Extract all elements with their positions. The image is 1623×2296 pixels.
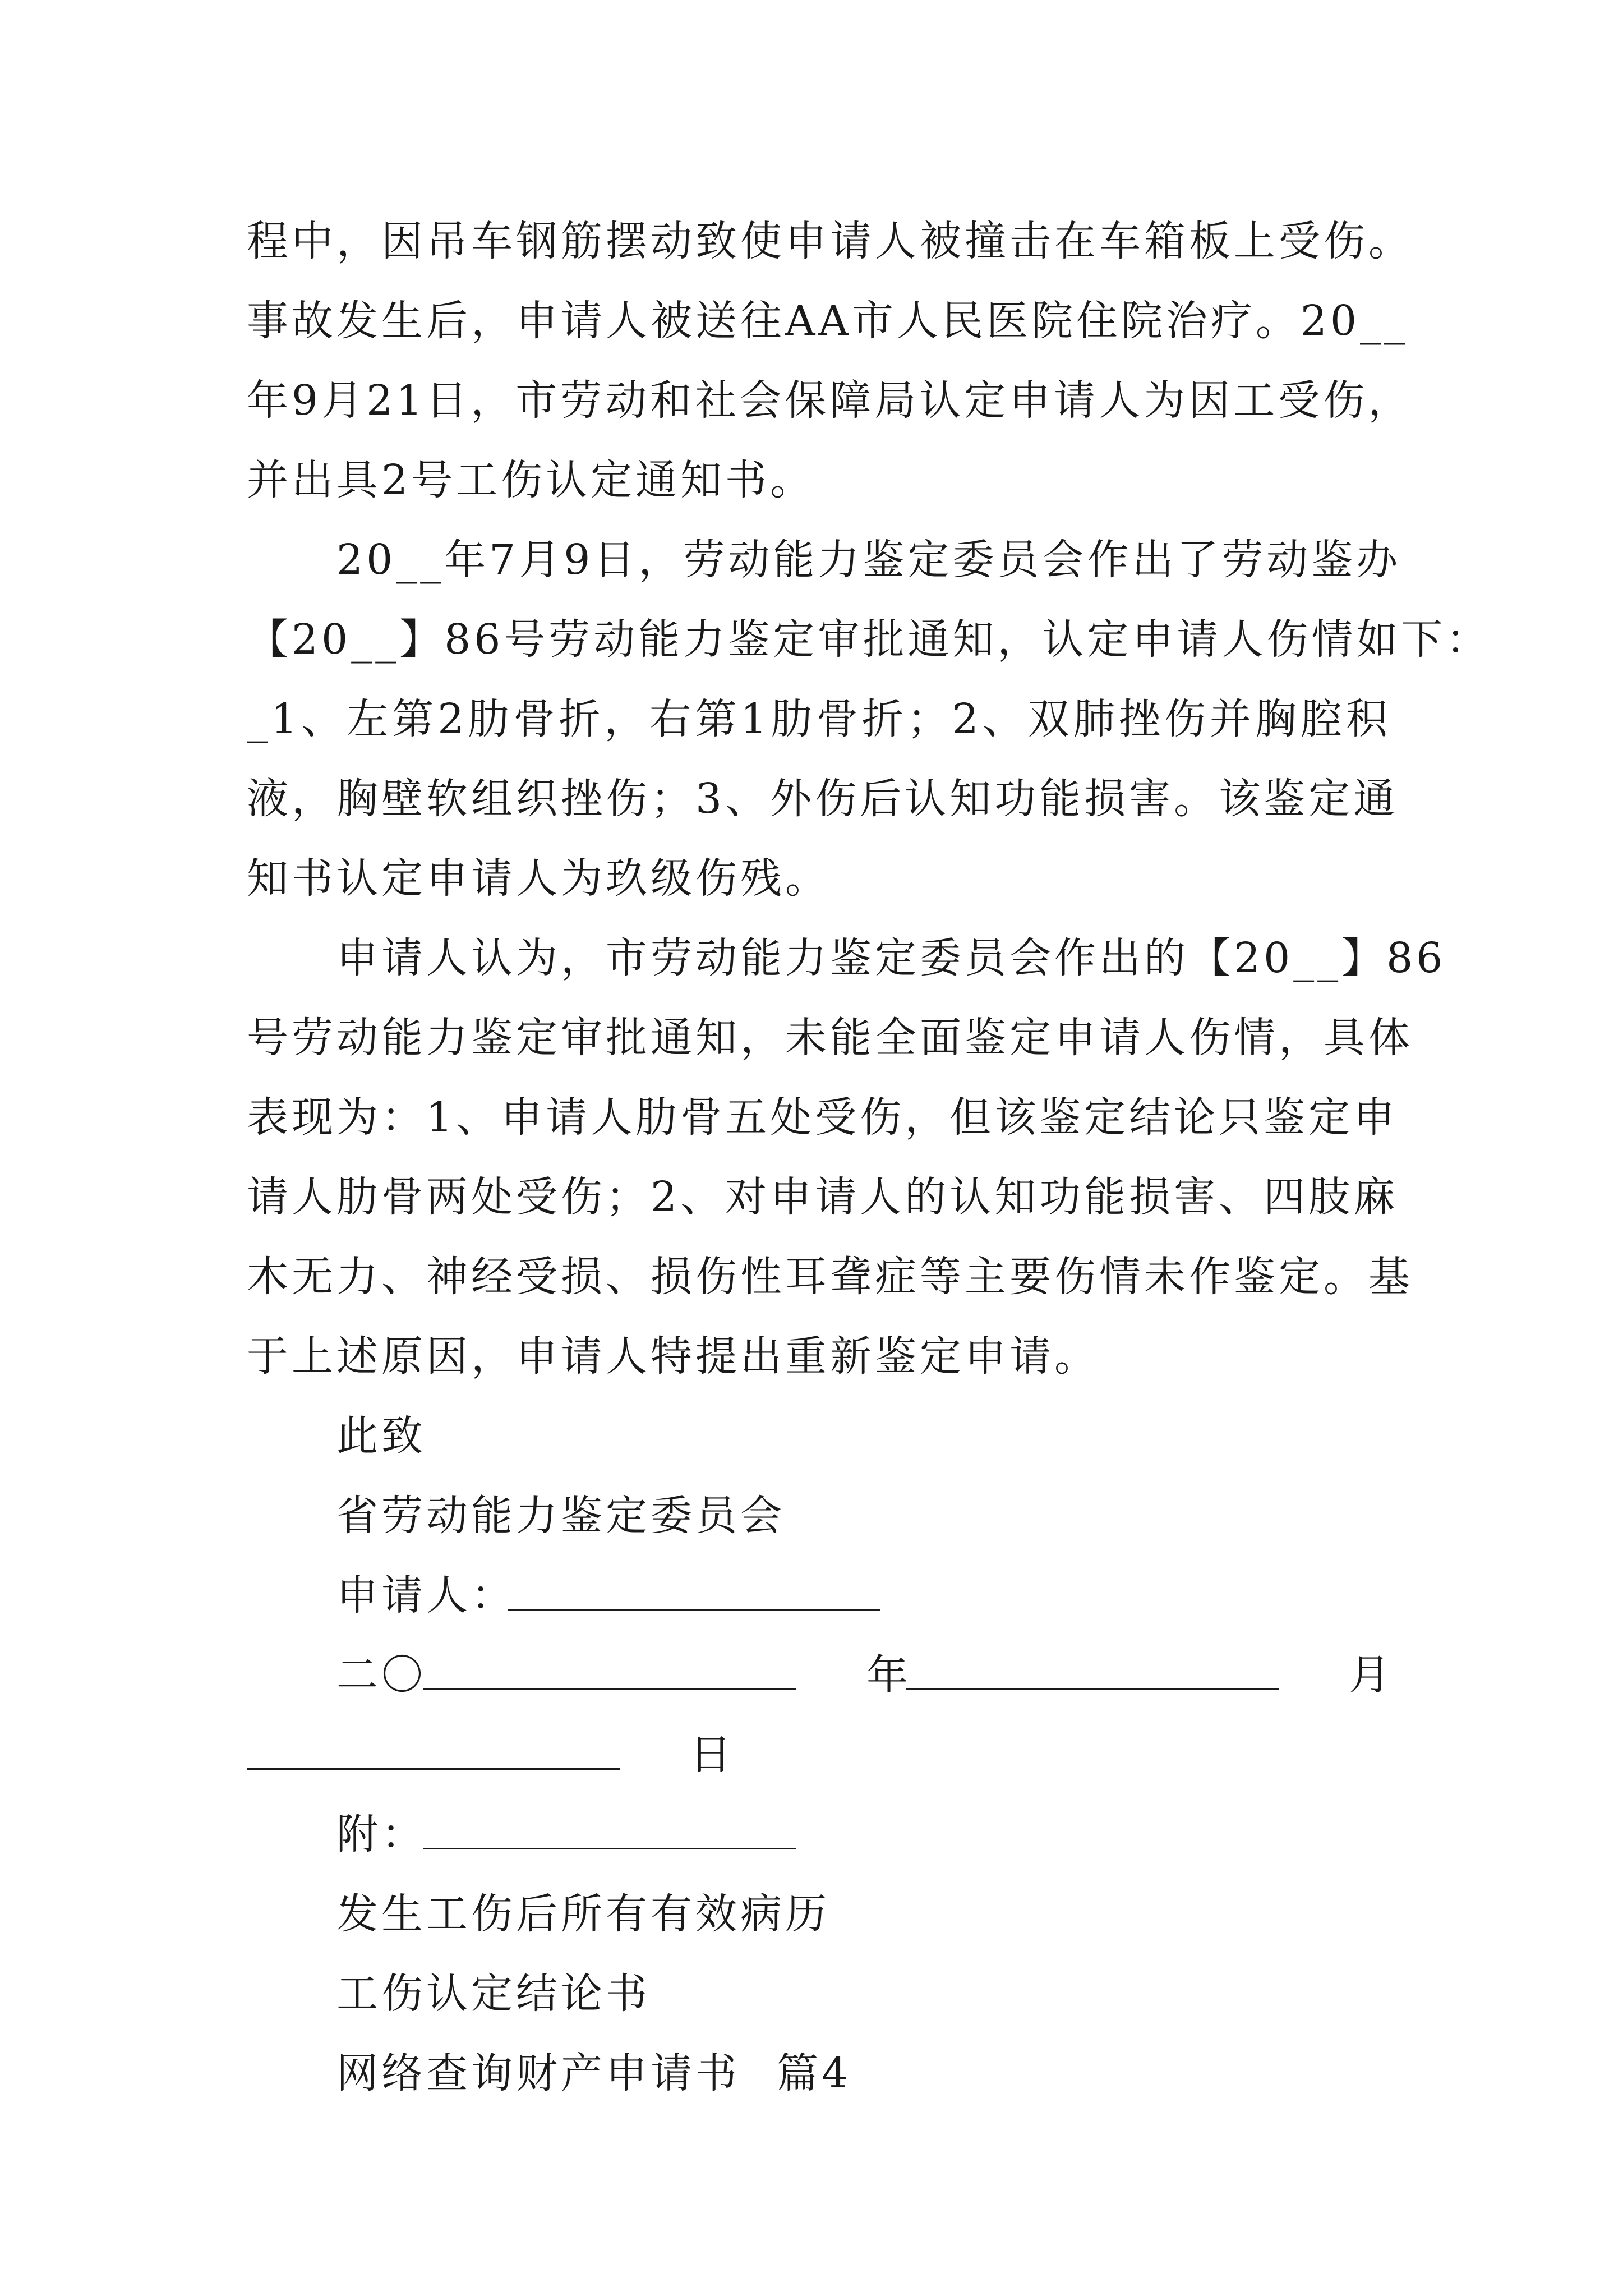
attachment-item-1: 发生工伤后所有有效病历 <box>336 1890 830 1938</box>
paragraph-2-line-2: 【20__】86号劳动能力鉴定审批通知，认定申请人伤情如下： <box>247 615 1491 664</box>
paragraph-3-line-3: 表现为：1、申请人肋骨五处受伤，但该鉴定结论只鉴定申 <box>247 1093 1399 1142</box>
paragraph-3-line-2: 号劳动能力鉴定审批通知，未能全面鉴定申请人伤情，具体 <box>247 1014 1413 1062</box>
paragraph-1-line-1: 程中，因吊车钢筋摆动致使申请人被撞击在车箱板上受伤。 <box>247 217 1413 265</box>
next-section-number: 篇4 <box>777 2049 852 2097</box>
paragraph-2-line-3: _1、左第2肋骨折，右第1肋骨折；2、双肺挫伤并胸腔积 <box>247 695 1391 743</box>
paragraph-2-line-5: 知书认定申请人为玖级伤残。 <box>247 854 830 903</box>
recipient: 省劳动能力鉴定委员会 <box>336 1492 785 1540</box>
paragraph-3-line-6: 于上述原因，申请人特提出重新鉴定申请。 <box>247 1332 1099 1381</box>
attachment-item-2: 工伤认定结论书 <box>336 1970 651 2018</box>
date-year-blank <box>423 1688 796 1690</box>
paragraph-1-line-3: 年9月21日，市劳动和社会保障局认定申请人为因工受伤， <box>247 376 1413 425</box>
date-year-label: 年 <box>866 1651 911 1699</box>
salutation: 此致 <box>336 1412 426 1460</box>
applicant-signature-blank <box>508 1609 880 1611</box>
date-day-blank <box>247 1768 620 1770</box>
paragraph-2-line-4: 液，胸壁软组织挫伤；3、外伤后认知功能损害。该鉴定通 <box>247 775 1399 823</box>
date-day-label: 日 <box>690 1731 735 1779</box>
paragraph-3-line-1: 申请人认为，市劳动能力鉴定委员会作出的【20__】86 <box>336 934 1446 982</box>
paragraph-2-line-1: 20__年7月9日，劳动能力鉴定委员会作出了劳动鉴办 <box>336 536 1401 584</box>
applicant-label: 申请人： <box>336 1571 516 1619</box>
paragraph-3-line-5: 木无力、神经受损、损伤性耳聋症等主要伤情未作鉴定。基 <box>247 1253 1413 1301</box>
date-month-label: 月 <box>1349 1651 1394 1699</box>
paragraph-3-line-4: 请人肋骨两处受伤；2、对申请人的认知功能损害、四肢麻 <box>247 1173 1399 1221</box>
paragraph-1-line-2: 事故发生后，申请人被送往AA市人民医院住院治疗。20__ <box>247 297 1409 345</box>
next-section-title: 网络查询财产申请书 <box>336 2049 740 2097</box>
attachment-blank <box>423 1848 796 1849</box>
date-prefix: 二〇 <box>336 1651 426 1699</box>
paragraph-1-line-4: 并出具2号工伤认定通知书。 <box>247 456 815 504</box>
date-month-blank <box>906 1688 1279 1690</box>
attachment-label: 附： <box>336 1810 426 1858</box>
